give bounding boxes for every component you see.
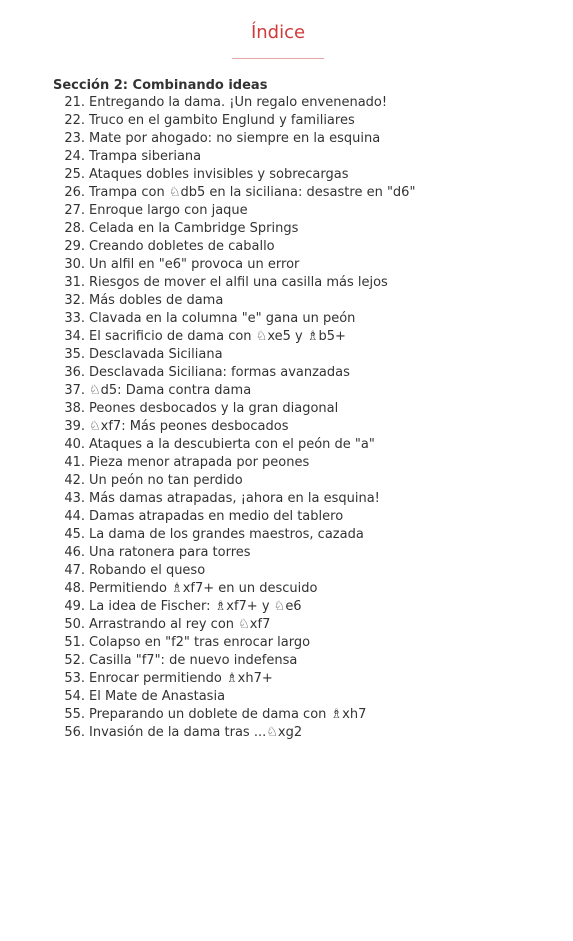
toc-entry-number: 40. [64,437,85,452]
toc-entry-title[interactable]: Creando dobletes de caballo [89,239,275,254]
toc-entry-title[interactable]: Pieza menor atrapada por peones [89,455,310,470]
toc-entry-number: 34. [64,329,85,344]
toc-entry-title[interactable]: Riesgos de mover el alfil una casilla más lejos [89,275,388,290]
toc-entry-number: 43. [64,491,85,506]
toc-entry[interactable] [0,256,573,274]
toc-entry-title[interactable]: La dama de los grandes maestros, cazada [89,527,364,542]
toc-entry[interactable] [0,112,573,130]
toc-entry[interactable] [0,364,573,382]
toc-entry-number: 42. [64,473,85,488]
toc-entry-title[interactable]: Robando el queso [89,563,206,578]
toc-entry-title[interactable]: Arrastrando al rey con ♘xf7 [89,617,271,632]
toc-entry-number: 48. [64,581,85,596]
toc-entry-title[interactable]: Colapso en "f2" tras enrocar largo [89,635,311,650]
toc-entry-title[interactable]: Un peón no tan perdido [89,473,243,488]
toc-entry[interactable] [0,346,573,364]
toc-entry-number: 24. [64,149,85,164]
title-divider [232,58,324,59]
toc-entry-number: 29. [64,239,85,254]
toc-entry[interactable] [0,202,573,220]
toc-entry[interactable] [0,562,573,580]
toc-entry-title[interactable]: Desclavada Siciliana: formas avanzadas [89,365,350,380]
toc-entry[interactable] [0,328,573,346]
toc-entry[interactable] [0,436,573,454]
toc-entry-title[interactable]: Desclavada Siciliana [89,347,223,362]
toc-entry-title[interactable]: Damas atrapadas en medio del tablero [89,509,344,524]
toc-entry-number: 51. [64,635,85,650]
toc-entry-number: 26. [64,185,85,200]
toc-entry-number: 50. [64,617,85,632]
toc-entry-title[interactable]: Ataques a la descubierta con el peón de "a" [89,437,375,452]
toc-entry-number: 55. [64,707,85,722]
toc-entry[interactable] [0,292,573,310]
toc-entry[interactable] [0,598,573,616]
toc-entry[interactable] [0,166,573,184]
toc-entry[interactable] [0,238,573,256]
toc-entry-number: 35. [64,347,85,362]
toc-entry-title[interactable]: Trampa siberiana [89,149,202,164]
toc-entry-number: 30. [64,257,85,272]
toc-entry[interactable] [0,724,573,742]
toc-entry-number: 31. [64,275,85,290]
toc-entry-number: 32. [64,293,85,308]
toc-entry-number: 53. [64,671,85,686]
toc-entry-title[interactable]: Más dobles de dama [89,293,224,308]
toc-entry-number: 38. [64,401,85,416]
toc-entry-number: 39. [64,419,85,434]
toc-entry-title[interactable]: Ataques dobles invisibles y sobrecargas [89,167,349,182]
toc-entry-number: 47. [64,563,85,578]
toc-entry[interactable] [0,418,573,436]
toc-entry-number: 27. [64,203,85,218]
toc-entry[interactable] [0,670,573,688]
toc-entry[interactable] [0,220,573,238]
toc-entry[interactable] [0,472,573,490]
toc-entry[interactable] [0,688,573,706]
toc-entry-title[interactable]: El Mate de Anastasia [89,689,226,704]
toc-entry-number: 44. [64,509,85,524]
toc-entry-title[interactable]: Casilla "f7": de nuevo indefensa [89,653,298,668]
toc-list [0,94,573,742]
toc-entry-number: 21. [64,95,85,110]
toc-entry-number: 23. [64,131,85,146]
toc-entry-title[interactable]: Enroque largo con jaque [89,203,248,218]
toc-entry-title[interactable]: Clavada en la columna "e" gana un peón [89,311,356,326]
toc-entry-number: 49. [64,599,85,614]
toc-entry-title[interactable]: Truco en el gambito Englund y familiares [89,113,355,128]
toc-entry-title[interactable]: El sacrificio de dama con ♘xe5 y ♗b5+ [89,329,346,344]
toc-entry-number: 54. [64,689,85,704]
toc-entry[interactable] [0,490,573,508]
toc-entry-title[interactable]: La idea de Fischer: ♗xf7+ y ♘e6 [89,599,302,614]
toc-entry[interactable] [0,616,573,634]
toc-entry-title[interactable]: Entregando la dama. ¡Un regalo envenenado! [89,95,388,110]
toc-entry-number: 36. [64,365,85,380]
toc-entry-number: 46. [64,545,85,560]
toc-entry-title[interactable]: Peones desbocados y la gran diagonal [89,401,339,416]
toc-entry-title[interactable]: Enrocar permitiendo ♗xh7+ [89,671,273,686]
toc-entry[interactable] [0,94,573,112]
toc-entry-title[interactable]: Trampa con ♘db5 en la siciliana: desastre en "d6" [89,185,416,200]
toc-entry[interactable] [0,274,573,292]
section-heading: Sección 2: Combinando ideas [53,78,268,93]
page-title: Índice [250,22,306,43]
toc-entry-number: 45. [64,527,85,542]
toc-entry-title[interactable]: ♘xf7: Más peones desbocados [89,419,289,434]
toc-entry-title[interactable]: Celada en la Cambridge Springs [89,221,299,236]
toc-entry[interactable] [0,634,573,652]
toc-entry-number: 33. [64,311,85,326]
toc-entry-title[interactable]: Permitiendo ♗xf7+ en un descuido [89,581,318,596]
toc-entry[interactable] [0,184,573,202]
toc-entry-title[interactable]: Invasión de la dama tras ...♘xg2 [89,725,303,740]
toc-entry[interactable] [0,130,573,148]
toc-entry[interactable] [0,508,573,526]
toc-entry[interactable] [0,652,573,670]
toc-entry-title[interactable]: Más damas atrapadas, ¡ahora en la esquina! [89,491,380,506]
toc-entry-number: 25. [64,167,85,182]
toc-entry[interactable] [0,310,573,328]
toc-entry[interactable] [0,526,573,544]
toc-entry[interactable] [0,580,573,598]
toc-entry[interactable] [0,382,573,400]
toc-entry-number: 22. [64,113,85,128]
toc-entry-title[interactable]: Preparando un doblete de dama con ♗xh7 [89,707,367,722]
toc-entry-title[interactable]: Un alfil en "e6" provoca un error [89,257,300,272]
toc-entry[interactable] [0,400,573,418]
toc-entry[interactable] [0,148,573,166]
toc-entry-title[interactable]: ♘d5: Dama contra dama [89,383,252,398]
toc-entry-number: 56. [64,725,85,740]
toc-entry[interactable] [0,544,573,562]
toc-entry[interactable] [0,706,573,724]
toc-entry-title[interactable]: Mate por ahogado: no siempre en la esquina [89,131,381,146]
toc-entry-number: 28. [64,221,85,236]
toc-entry[interactable] [0,454,573,472]
toc-entry-number: 37. [64,383,85,398]
toc-entry-title[interactable]: Una ratonera para torres [89,545,251,560]
toc-entry-number: 52. [64,653,85,668]
toc-entry-number: 41. [64,455,85,470]
